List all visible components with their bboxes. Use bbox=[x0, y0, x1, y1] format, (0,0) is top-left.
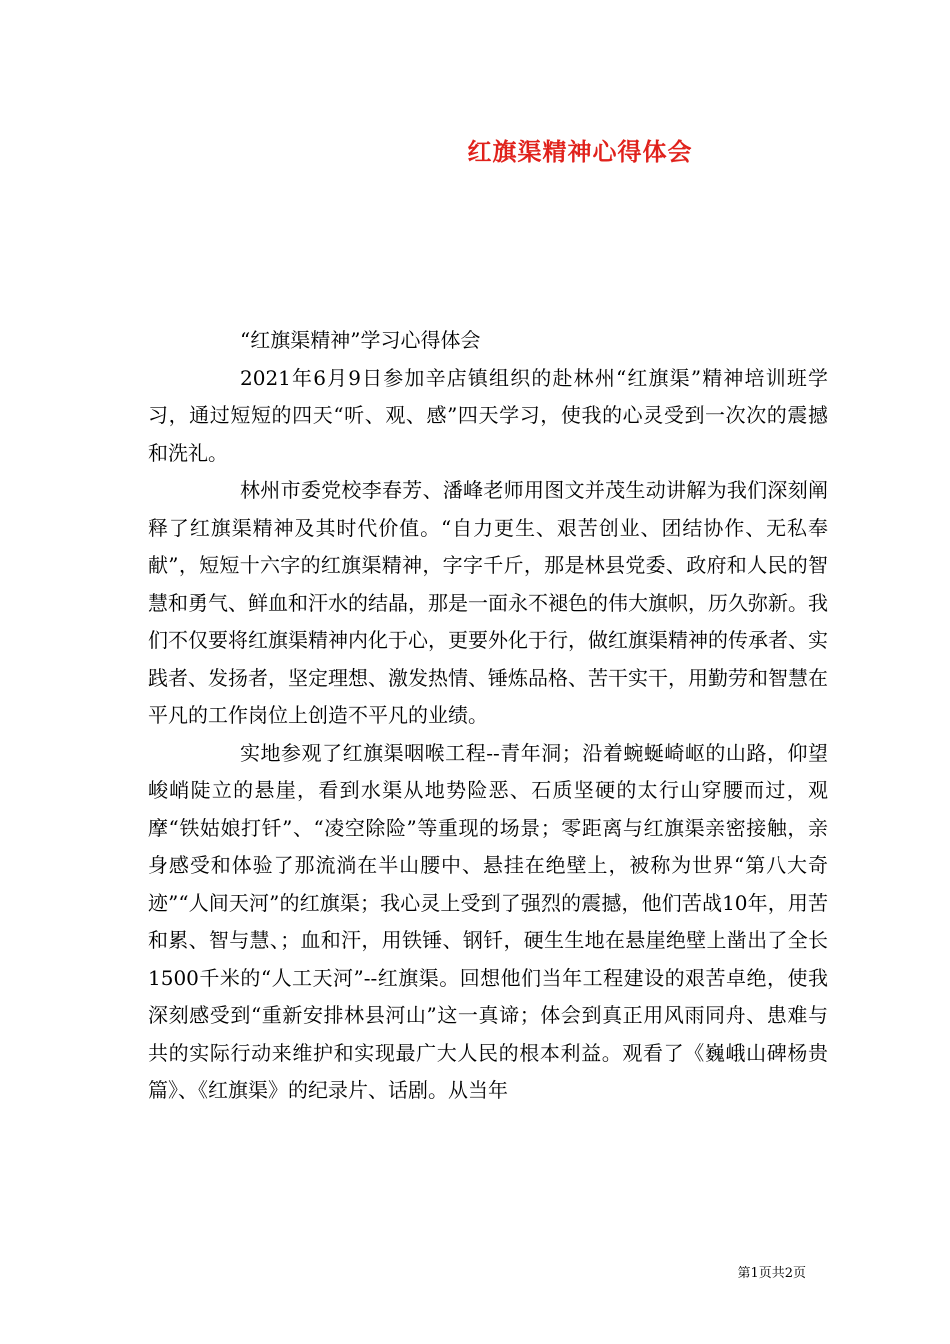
page-title: 红旗渠精神心得体会 bbox=[467, 137, 693, 166]
page-number: 第1页共2页 bbox=[737, 1266, 806, 1281]
paragraph: 林州市委党校李春芳、潘峰老师用图文并茂生动讲解为我们深刻阐释了红旗渠精神及其时代价值。“自力更生、艰苦创业、团结协作、无私奉献”，短短十六字的红旗渠精神，字字千斤，那是林县党委、政府和人民的智慧和勇气、鲜血和汗水的结晶，那是一面永不褪色的伟大旗帜，历久弥新。我们不仅要将红旗渠精神内化于心，更要外化于行，做红旗渠精神的传承者、实践者、发扬者，坚定理想、激发热情、锤炼品格、苦干实干，用勤劳和智慧在平凡的工作岗位上创造不平凡的业绩。 bbox=[148, 478, 828, 727]
paragraph: 2021年6月9日参加辛店镇组织的赴林州“红旗渠”精神培训班学习，通过短短的四天“听、观、感”四天学习，使我的心灵受到一次次的震撼和洗礼。 bbox=[148, 365, 828, 465]
paragraph: 实地参观了红旗渠咽喉工程--青年洞；沿着蜿蜒崎岖的山路，仰望峻峭陡立的悬崖，看到水渠从地势险恶、石质坚硬的太行山穿腰而过，观摩“铁姑娘打钎”、“凌空除险”等重现的场景；零距离与红旗渠亲密接触，亲身感受和体验了那流淌在半山腰中、悬挂在绝壁上，被称为世界“第八大奇迹”“人间天河”的红旗渠；我心灵上受到了强烈的震撼，他们苦战10年，用苦和累、智与慧、；血和汗，用铁锤、钢钎，硬生生地在悬崖绝壁上凿出了全长1500千米的“人工天河”--红旗渠。回想他们当年工程建设的艰苦卓绝，使我深刻感受到“重新安排林县河山”这一真谛；体会到真正用风雨同舟、患难与共的实际行动来维护和实现最广大人民的根本利益。观看了《巍峨山碑杨贵篇》、《红旗渠》的纪录片、话剧。从当年 bbox=[148, 740, 828, 1102]
document-subtitle: “红旗渠精神”学习心得体会 bbox=[240, 328, 481, 352]
document-body bbox=[148, 322, 828, 1110]
